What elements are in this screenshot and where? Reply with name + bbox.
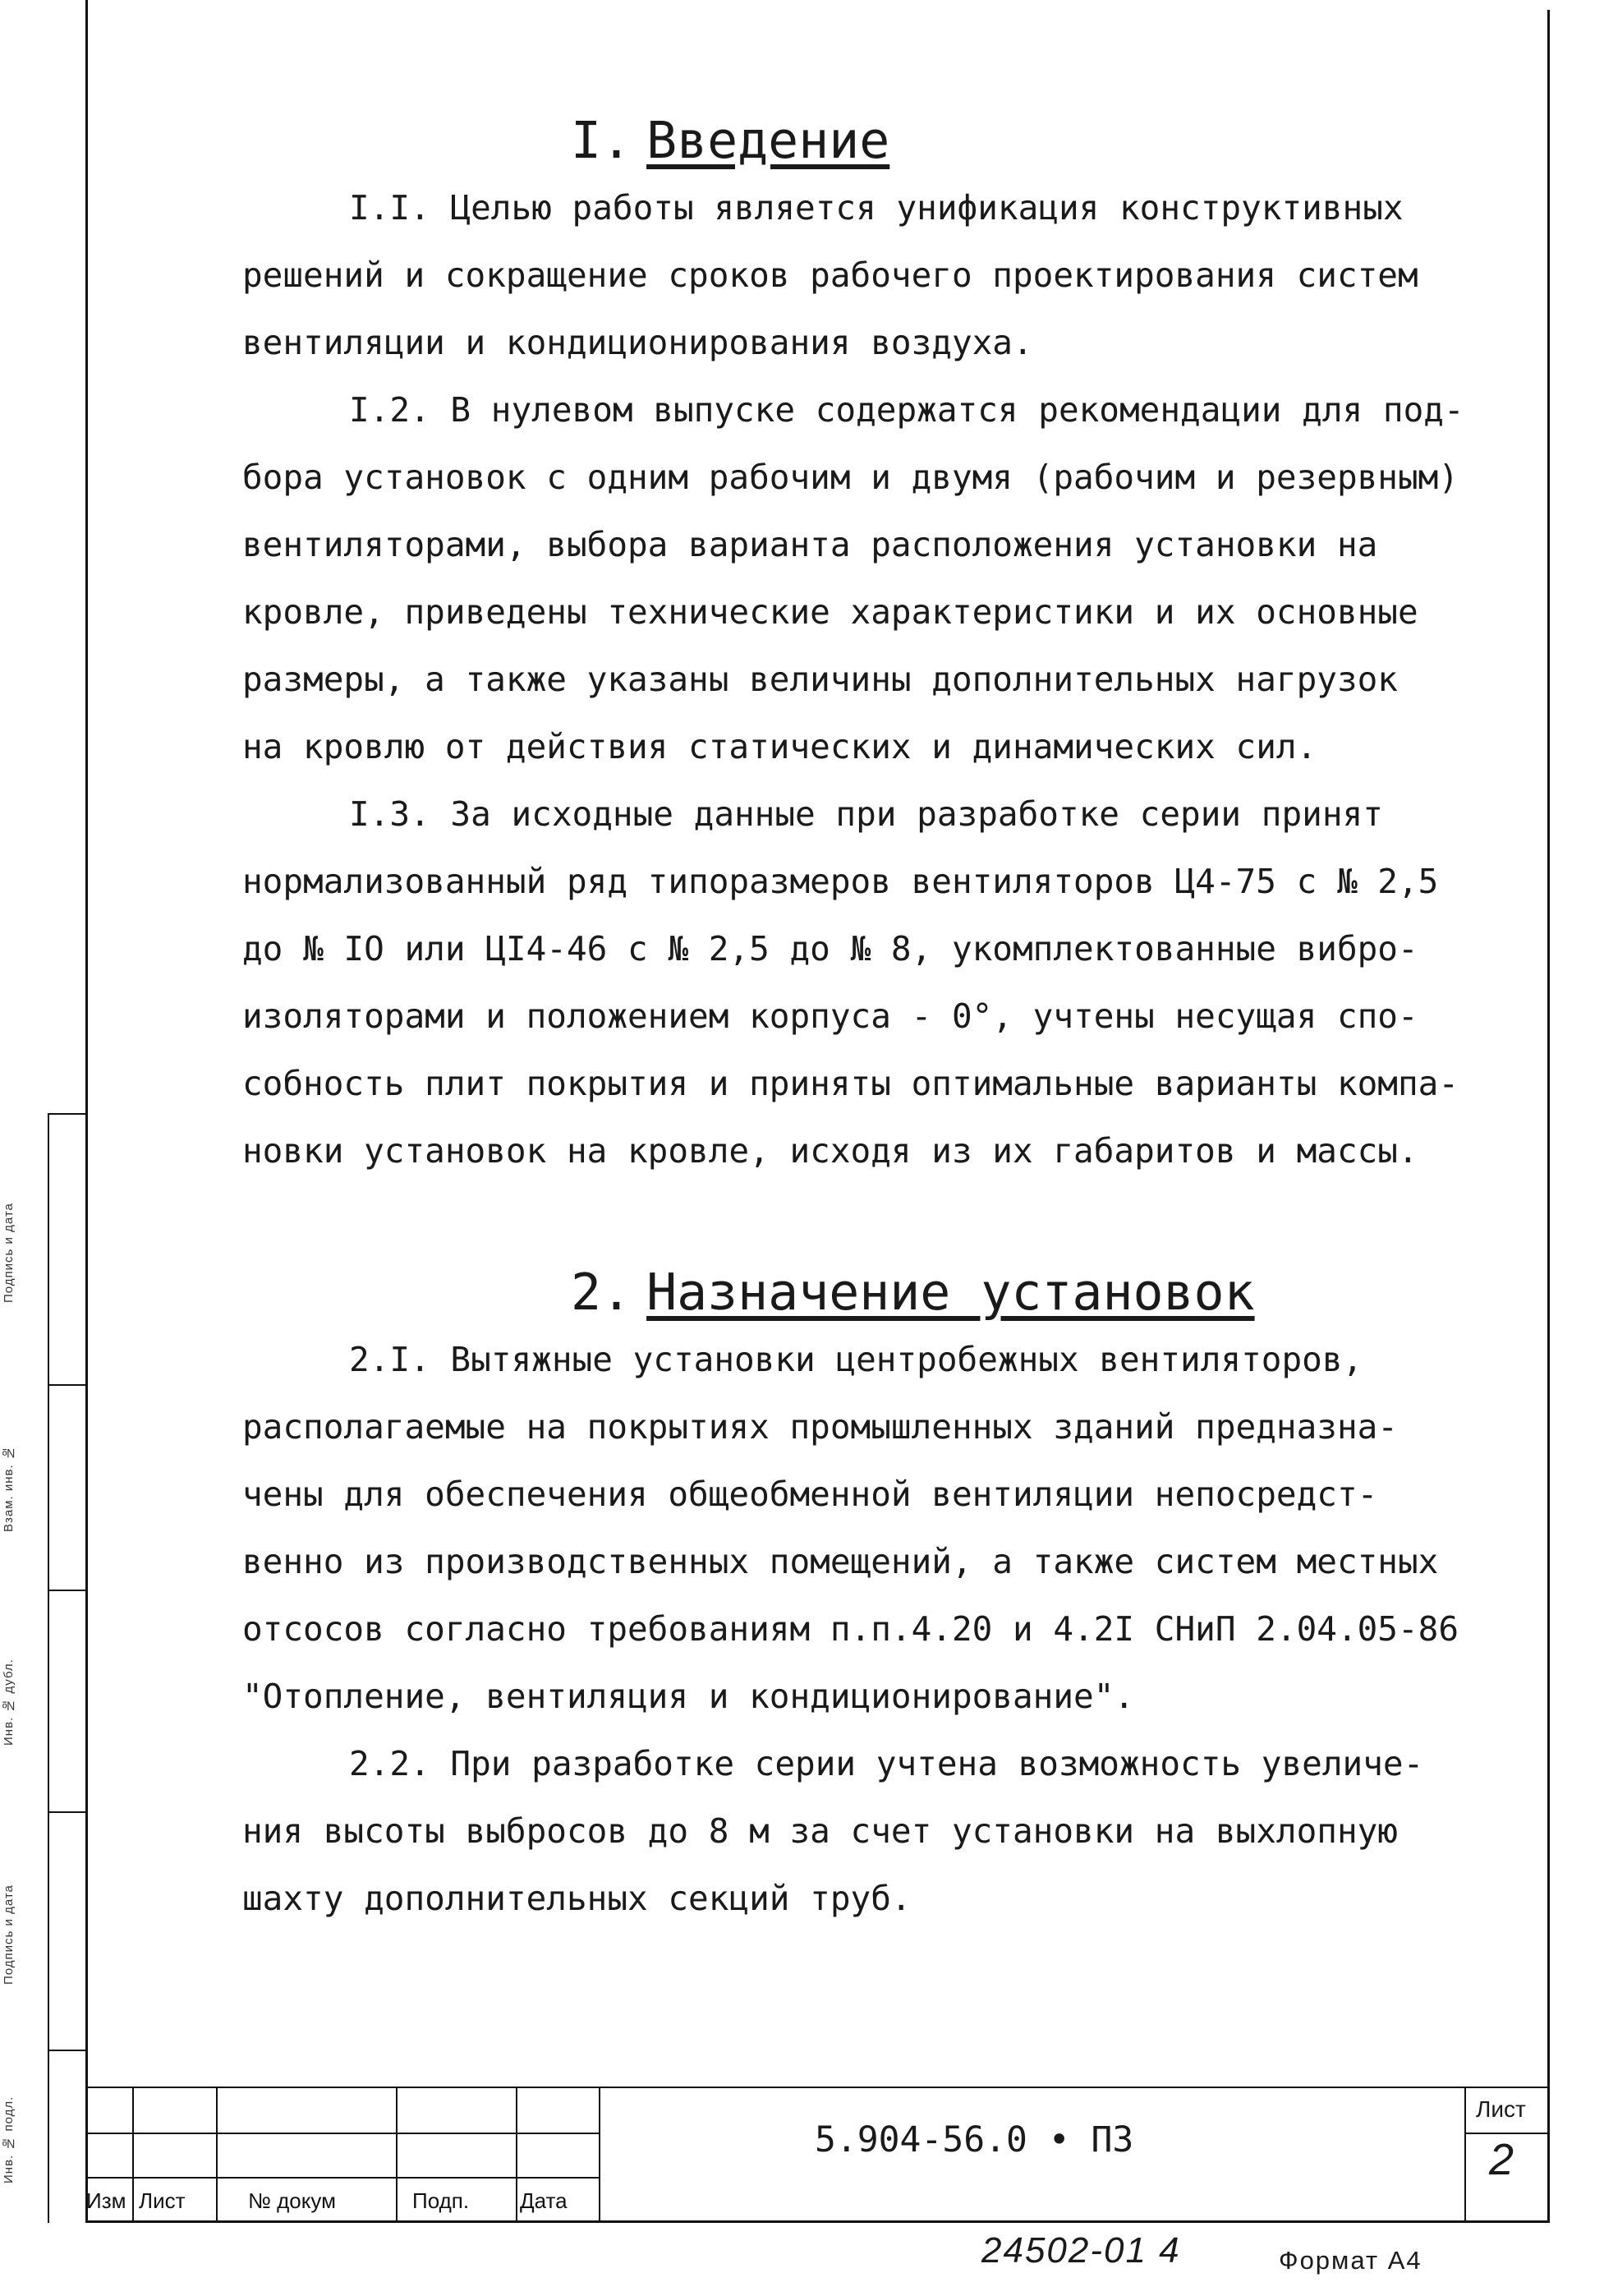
paragraph-1-3 bbox=[242, 780, 1524, 1185]
title-block-rule bbox=[88, 2133, 600, 2134]
section-1-number: I. bbox=[571, 111, 632, 170]
text-line: шахту дополнительных секций труб. bbox=[242, 1879, 912, 1918]
inventory-number: 24502-01 4 bbox=[981, 2230, 1181, 2271]
margin-label: Подпись и дата bbox=[2, 1884, 16, 1985]
text-line: нормализованный ряд типоразмеров вентиляторов Ц4-75 с № 2,5 bbox=[242, 862, 1439, 901]
col-label-doc-number: № докум bbox=[248, 2188, 336, 2213]
margin-stamp-divider bbox=[48, 2050, 85, 2051]
text-line: чены для обеспечения общеобменной вентиляции непосредст- bbox=[242, 1475, 1378, 1514]
text-line: новки установок на кровле, исходя из их габаритов и массы. bbox=[242, 1131, 1418, 1171]
text-line: до № IO или ЦI4-46 с № 2,5 до № 8, укомплектованные вибро- bbox=[242, 929, 1418, 969]
frame-left-border bbox=[85, 0, 88, 2223]
text-line: 2.2. При разработке серии учтена возможность увеличе- bbox=[349, 1744, 1424, 1783]
margin-label: Инв. № подл. bbox=[2, 2096, 16, 2184]
text-line: отсосов согласно требованиям п.п.4.20 и 4.2I СНиП 2.04.05-86 bbox=[242, 1609, 1459, 1649]
frame-right-border bbox=[1547, 10, 1550, 2223]
title-block-rule bbox=[216, 2087, 218, 2220]
title-block-rule bbox=[88, 2177, 600, 2179]
section-2-number: 2. bbox=[571, 1263, 632, 1322]
text-line: ния высоты выбросов до 8 м за счет установки на выхлопную bbox=[242, 1811, 1398, 1851]
text-line: 2.I. Вытяжные установки центробежных вентиляторов, bbox=[349, 1340, 1363, 1379]
section-2-heading bbox=[242, 1258, 1524, 1326]
text-line: собность плит покрытия и приняты оптимальные варианты компа- bbox=[242, 1064, 1459, 1103]
col-label-izm: Изм bbox=[86, 2188, 126, 2213]
title-block-rule bbox=[1464, 2087, 1466, 2220]
col-label-date: Дата bbox=[520, 2188, 568, 2213]
margin-stamp-divider bbox=[48, 1811, 85, 1813]
title-block-rule bbox=[132, 2087, 134, 2220]
text-line: венно из производственных помещений, а также систем местных bbox=[242, 1542, 1439, 1581]
text-line: I.I. Целью работы является унификация конструктивных bbox=[349, 188, 1404, 228]
margin-stamp-divider bbox=[48, 1590, 85, 1591]
title-block-rule bbox=[396, 2087, 398, 2220]
paragraph-1-2 bbox=[242, 376, 1524, 780]
margin-stamp-divider bbox=[48, 1113, 85, 1115]
sheet-label: Лист bbox=[1476, 2096, 1526, 2122]
document-body bbox=[242, 107, 1524, 1932]
sheet-number: 2 bbox=[1489, 2135, 1514, 2184]
margin-label: Инв. № дубл. bbox=[2, 1659, 16, 1746]
margin-label: Подпись и дата bbox=[2, 1203, 16, 1303]
section-gap bbox=[242, 1185, 1524, 1258]
text-line: решений и сокращение сроков рабочего проектирования систем bbox=[242, 255, 1418, 295]
text-line: I.3. За исходные данные при разработке серии принят bbox=[349, 794, 1383, 834]
margin-stamp-divider bbox=[48, 1384, 85, 1386]
text-line: кровле, приведены технические характеристики и их основные bbox=[242, 592, 1418, 632]
text-line: располагаемые на покрытиях промышленных зданий предназна- bbox=[242, 1407, 1398, 1447]
section-1-title: Введение bbox=[646, 111, 890, 170]
text-line: I.2. В нулевом выпуске содержатся рекомендации для под- bbox=[349, 390, 1464, 430]
text-line: "Отопление, вентиляция и кондиционирование". bbox=[242, 1677, 1135, 1716]
title-block bbox=[88, 2087, 1547, 2220]
document-code: 5.904-56.0 • ПЗ bbox=[815, 2119, 1134, 2160]
margin-stamp-line bbox=[48, 1113, 49, 2223]
margin-label: Взам. инв. № bbox=[2, 1445, 16, 1533]
section-2-title: Назначение установок bbox=[646, 1263, 1255, 1322]
title-block-rule bbox=[88, 2087, 1547, 2088]
paragraph-1-1 bbox=[242, 174, 1524, 376]
text-line: на кровлю от действия статических и динамических сил. bbox=[242, 727, 1317, 766]
col-label-signature: Подп. bbox=[412, 2188, 470, 2213]
text-line: изоляторами и положением корпуса - 0°, учтены несущая спо- bbox=[242, 996, 1418, 1036]
section-1-heading bbox=[242, 107, 1524, 174]
frame-bottom-border bbox=[85, 2220, 1550, 2223]
col-label-list: Лист bbox=[139, 2188, 186, 2213]
title-block-rule bbox=[599, 2087, 600, 2220]
margin-stamp-column bbox=[0, 1113, 85, 2223]
paper-format: Формат А4 bbox=[1279, 2246, 1422, 2275]
text-line: вентиляторами, выбора варианта расположения установки на bbox=[242, 525, 1378, 564]
text-line: размеры, а также указаны величины дополнительных нагрузок bbox=[242, 660, 1398, 699]
title-block-rule bbox=[516, 2087, 517, 2220]
text-line: вентиляции и кондиционирования воздуха. bbox=[242, 323, 1033, 362]
paragraph-2-2 bbox=[242, 1730, 1524, 1932]
text-line: бора установок с одним рабочим и двумя (рабочим и резервным) bbox=[242, 458, 1459, 497]
paragraph-2-1 bbox=[242, 1326, 1524, 1730]
